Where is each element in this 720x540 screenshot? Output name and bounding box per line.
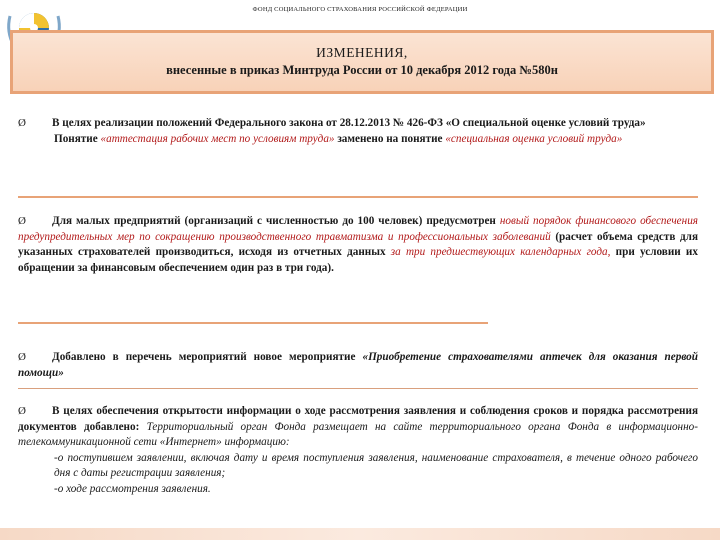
highlight-text: «Приобретение страхователями аптечек для оказания первой помощи»	[18, 351, 698, 379]
highlight-text: «аттестация рабочих мест по условиям труда»	[100, 132, 335, 145]
item-text: -о поступившем заявлении, включая дату и время поступления заявления, наименование страхователя, в течение одного рабочего дня с даты регистрации заявления;	[54, 451, 698, 480]
divider	[18, 388, 698, 389]
highlight-text: новый порядок финансового обеспечения предупредительных мер по сокращению производственного травматизма и профессиональных заболеваний	[18, 215, 698, 243]
item-text: Для малых предприятий (организаций с численностью до 100 человек) предусмотрен	[52, 215, 500, 227]
item-text: В целях реализации положений Федерального закона от 28.12.2013 № 426-ФЗ «О специальной оценке условий труда»	[52, 117, 646, 129]
item-text: Добавлено в перечень мероприятий новое мероприятие	[52, 351, 363, 363]
list-item	[18, 404, 698, 498]
arrow-bullet-icon: Ø	[18, 405, 26, 417]
divider	[18, 322, 488, 324]
highlight-text: «специальная оценка условий труда»	[445, 132, 623, 145]
page-title: ИЗМЕНЕНИЯ,	[316, 45, 408, 60]
arrow-bullet-icon: Ø	[18, 351, 26, 363]
list-item	[18, 116, 698, 147]
item-text: заменено на понятие	[334, 132, 446, 145]
organization-name: ФОНД СОЦИАЛЬНОГО СТРАХОВАНИЯ РОССИЙСКОЙ ФЕДЕРАЦИИ	[252, 6, 468, 13]
highlight-text: Территориальный орган Фонда размещает на сайте территориального органа Фонда в информационно-телекоммуникационной сети «Интернет» информацию:	[18, 420, 698, 449]
item-text: (расчет объема средств для указанных страхователей производиться, исходя из отчетных данных	[18, 230, 699, 259]
page-subtitle: внесенные в приказ Минтруда России от 10 декабря 2012 года №580н	[166, 63, 558, 77]
arrow-bullet-icon: Ø	[18, 117, 26, 129]
divider	[18, 196, 698, 198]
list-item	[18, 350, 698, 381]
item-text: Понятие	[54, 132, 101, 145]
item-text: -о ходе рассмотрения заявления.	[54, 482, 211, 495]
title-banner	[10, 30, 714, 94]
footer-strip	[0, 528, 720, 540]
arrow-bullet-icon: Ø	[18, 215, 26, 227]
highlight-text: за три предшествующих календарных года,	[390, 246, 611, 259]
item-text: В целях обеспечения открытости информации о ходе рассмотрения заявления и соблюдения сроков и порядка рассмотрения документов добавлено:	[18, 405, 698, 433]
list-item	[18, 214, 698, 276]
item-text: при условии их обращении за финансовым обеспечением один раз в три года).	[18, 246, 698, 274]
